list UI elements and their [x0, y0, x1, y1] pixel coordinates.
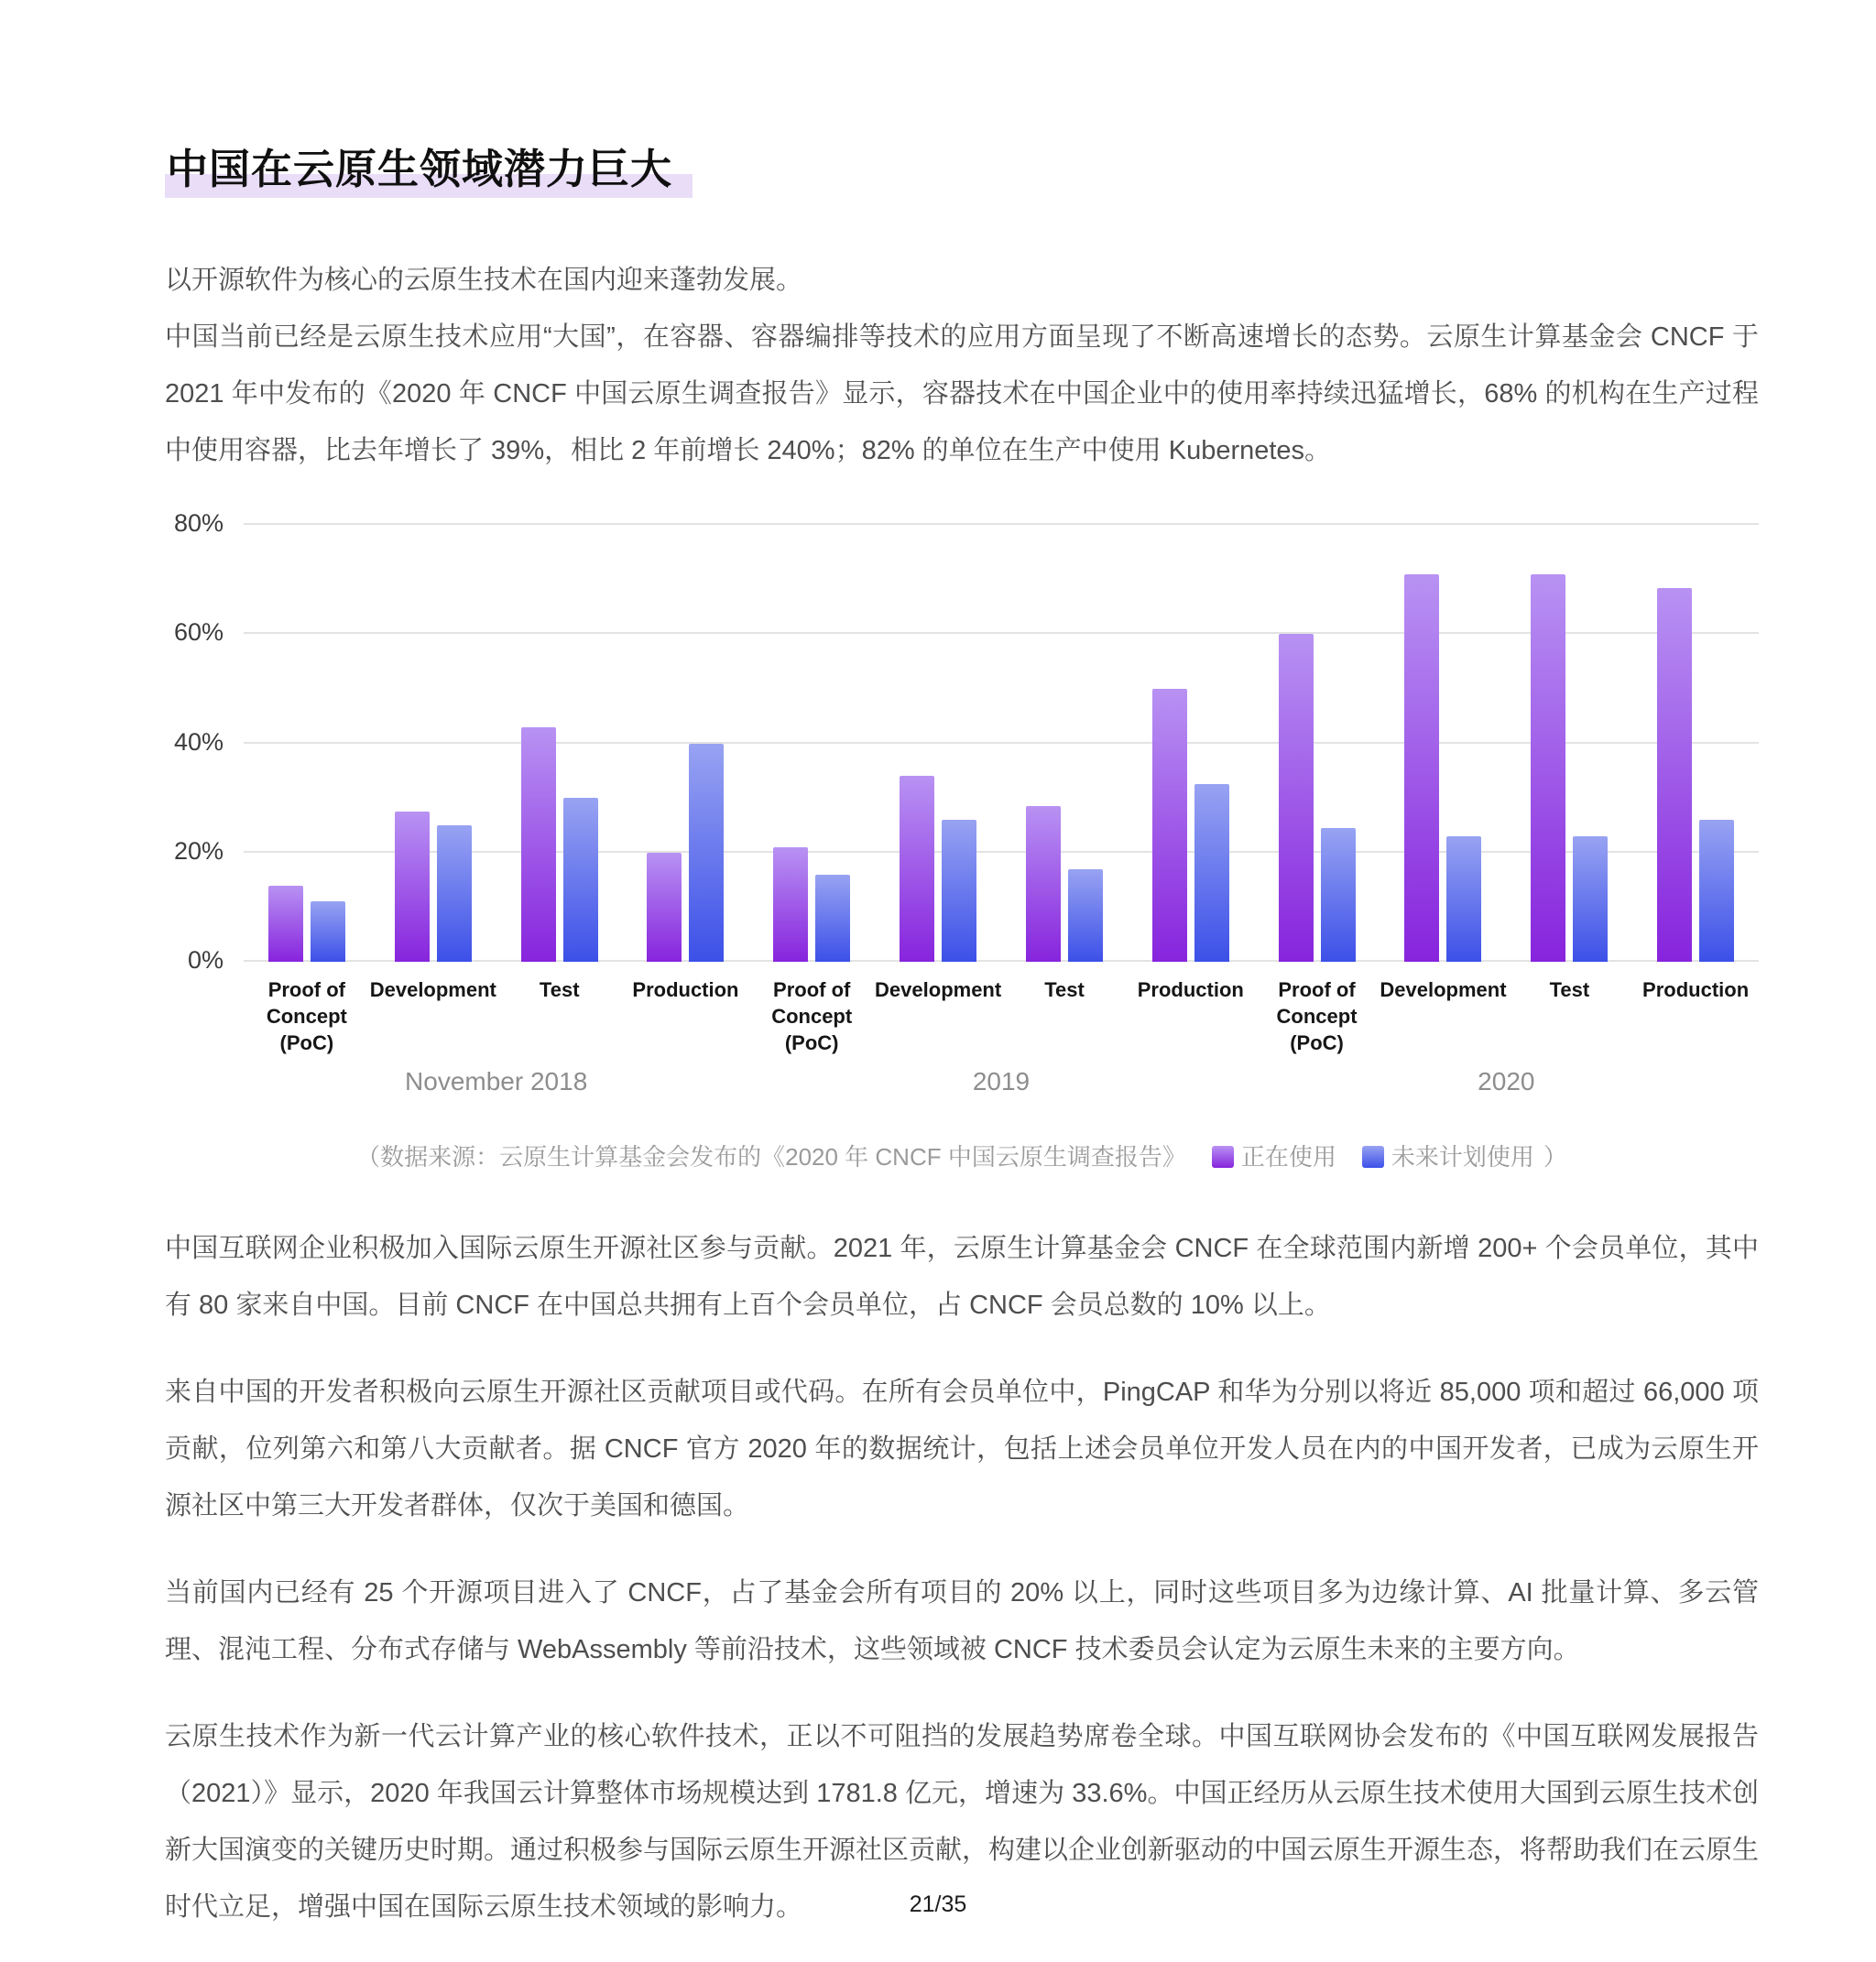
y-axis-tick-label: 0%	[187, 946, 224, 974]
x-tick-label-text: Production	[1137, 978, 1244, 1001]
bar-planned	[689, 744, 724, 963]
bar-in-use	[773, 847, 808, 962]
x-tick-group	[748, 976, 1253, 1056]
bar-in-use	[900, 776, 934, 962]
bar-planned	[1573, 836, 1608, 962]
legend-swatch-in-use-icon	[1212, 1146, 1234, 1168]
paragraph-projects: 当前国内已经有 25 个开源项目进入了 CNCF，占了基金会所有项目的 20% 以上，同时这些项目多为边缘计算、AI 批量计算、多云管理、混沌工程、分布式存储与 WebAssembly 等前沿技术，这些领域被 CNCF 技术委员会认定为云原生未来的主要方向。	[165, 1578, 1759, 1664]
chart-plot	[244, 525, 1759, 962]
bar-planned	[1321, 828, 1356, 962]
x-tick-label	[748, 976, 875, 1056]
bar-in-use	[647, 853, 682, 962]
paragraph-cncf-members: 中国互联网企业积极加入国际云原生开源社区参与贡献。2021 年，云原生计算基金会 CNCF 在全球范围内新增 200+ 个会员单位，其中有 80 家来自中国。目前 CNCF 在中国总共拥有上百个会员单位，占 CNCF 会员总数的 10% 以上。	[165, 1234, 1759, 1320]
x-tick-label	[370, 976, 496, 1056]
page-content	[165, 0, 1759, 1935]
category-bar-pair	[1001, 525, 1128, 962]
chart-source-line	[165, 1139, 1759, 1172]
paragraph-contributors: 来自中国的开发者积极向云原生开源社区贡献项目或代码。在所有会员单位中，PingCAP 和华为分别以将近 85,000 项和超过 66,000 项贡献，位列第六和第八大贡献者。据 CNCF 官方 2020 年的数据统计，包括上述会员单位开发人员在内的中国开发者，已成为云原生开源社区中第三大开发者群体，仅次于美国和德国。	[165, 1378, 1759, 1521]
legend-label-planned: 未来计划使用	[1391, 1143, 1534, 1171]
bar-in-use	[1657, 588, 1692, 962]
chart-x-ticks	[244, 976, 1759, 1056]
bar-group	[748, 525, 1253, 962]
bar-planned	[815, 875, 850, 962]
x-tick-label	[1507, 976, 1633, 1056]
bar-group	[1254, 525, 1759, 962]
category-bar-pair	[496, 525, 623, 962]
category-bar-pair	[1506, 525, 1632, 962]
group-label: November 2018	[405, 1067, 588, 1095]
x-tick-label-text: Test	[1044, 978, 1085, 1001]
bar-planned	[1446, 836, 1481, 962]
y-axis-tick-label: 80%	[173, 509, 224, 537]
bar-in-use	[1026, 806, 1061, 962]
page-title	[165, 136, 1759, 195]
x-tick-label	[875, 976, 1001, 1056]
legend-item-planned	[1362, 1139, 1534, 1172]
legend-swatch-planned-icon	[1362, 1146, 1384, 1168]
chart-legend	[1186, 1143, 1534, 1171]
bar-in-use	[521, 727, 556, 962]
category-bar-pair	[622, 525, 748, 962]
x-tick-label	[1632, 976, 1759, 1056]
y-axis-tick-label: 40%	[173, 727, 224, 756]
chart-bars	[244, 525, 1759, 962]
bar-in-use	[1404, 574, 1439, 962]
x-tick-label	[1128, 976, 1254, 1056]
group-label: 2019	[972, 1067, 1031, 1095]
bar-in-use	[1531, 574, 1565, 962]
bar-planned	[1068, 869, 1103, 962]
chart-body	[165, 509, 1759, 974]
chart-container	[165, 509, 1759, 1172]
bar-in-use	[1279, 634, 1314, 962]
x-tick-label-text: Proof of Concept (PoC)	[771, 978, 853, 1054]
chart-group-labels	[244, 1067, 1759, 1096]
bar-in-use	[268, 886, 303, 962]
category-bar-pair	[370, 525, 496, 962]
x-tick-label-text: Test	[539, 978, 580, 1001]
x-tick-label-text: Test	[1549, 978, 1590, 1001]
page-title-highlight: 中国在云原生领域潜力巨大	[165, 146, 693, 198]
legend-label-in-use: 正在使用	[1240, 1143, 1336, 1171]
category-bar-pair	[244, 525, 370, 962]
bar-planned	[563, 798, 598, 962]
paragraph-intro-line1: 以开源软件为核心的云原生技术在国内迎来蓬勃发展。	[165, 266, 803, 295]
x-tick-label-text: Development	[875, 978, 1002, 1001]
x-tick-label-text: Proof of Concept (PoC)	[266, 978, 347, 1054]
group-label: 2020	[1478, 1067, 1535, 1095]
x-tick-label-text: Production	[1642, 978, 1750, 1001]
x-tick-label	[623, 976, 749, 1056]
bar-in-use	[395, 812, 430, 962]
category-bar-pair	[875, 525, 1001, 962]
category-bar-pair	[1128, 525, 1254, 962]
chart-y-axis	[165, 509, 224, 974]
x-tick-label-text: Development	[369, 978, 496, 1001]
category-bar-pair	[1632, 525, 1759, 962]
bar-in-use	[1152, 689, 1187, 962]
bar-group	[244, 525, 748, 962]
bar-planned	[437, 825, 472, 962]
bar-planned	[1194, 784, 1229, 962]
category-bar-pair	[1254, 525, 1380, 962]
y-axis-tick-label: 60%	[173, 618, 224, 647]
category-bar-pair	[748, 525, 875, 962]
x-tick-label-text: Proof of Concept (PoC)	[1276, 978, 1358, 1054]
paragraph-outlook: 云原生技术作为新一代云计算产业的核心软件技术，正以不可阻挡的发展趋势席卷全球。中国互联网协会发布的《中国互联网发展报告（2021）》显示，2020 年我国云计算整体市场规模达到 1781.8 亿元，增速为 33.6%。中国正经历从云原生技术使用大国到云原生技术创新大国演变的关键历史时期。通过积极参与国际云原生开源社区贡献，构建以企业创新驱动的中国云原生开源生态，将帮助我们在云原生时代立足，增强中国在国际云原生技术领域的影响力。	[165, 1722, 1760, 1922]
x-tick-group	[1254, 976, 1759, 1056]
x-tick-label	[496, 976, 623, 1056]
legend-item-in-use	[1212, 1139, 1336, 1172]
x-tick-label	[244, 976, 370, 1056]
x-tick-label-text: Development	[1380, 978, 1507, 1001]
chart-source-text: （数据来源：云原生计算基金会发布的《2020 年 CNCF 中国云原生调查报告》	[356, 1143, 1186, 1171]
category-bar-pair	[1380, 525, 1506, 962]
x-tick-group	[244, 976, 748, 1056]
bar-planned	[942, 820, 976, 962]
y-axis-tick-label: 20%	[173, 836, 224, 865]
paragraph-intro-line2: 中国当前已经是云原生技术应用“大国”，在容器、容器编排等技术的应用方面呈现了不断高速增长的态势。云原生计算基金会 CNCF 于 2021 年中发布的《2020 年 CNCF 中国云原生调查报告》显示，容器技术在中国企业中的使用率持续迅猛增长，68% 的机构在生产过程中使用容器，比去年增长了 39%，相比 2 年前增长 240%；82% 的单位在生产中使用 Kubernetes。	[165, 322, 1759, 465]
bar-planned	[1699, 820, 1734, 962]
page-number: 21/35	[909, 1891, 967, 1917]
x-tick-label-text: Production	[632, 978, 739, 1001]
x-tick-label	[1254, 976, 1380, 1056]
chart-source-suffix: ）	[1543, 1143, 1567, 1171]
x-tick-label	[1001, 976, 1128, 1056]
x-tick-label	[1380, 976, 1506, 1056]
bar-planned	[311, 901, 345, 962]
